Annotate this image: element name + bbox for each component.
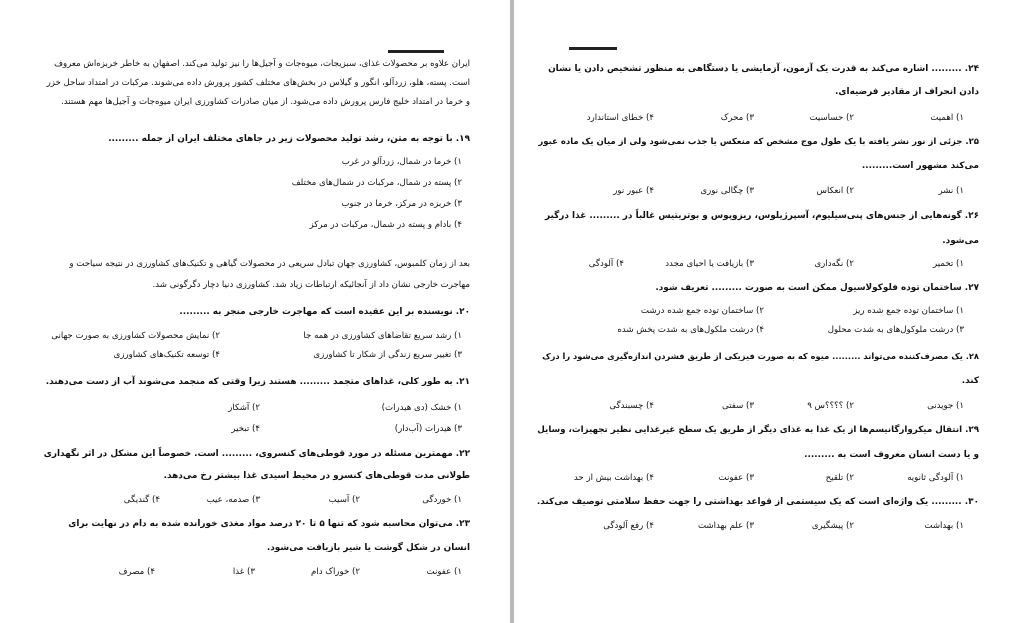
q25-option-3[interactable]: ۳) چگالی نوری: [700, 186, 754, 196]
q24-option-1[interactable]: ۱) اهمیت: [930, 113, 964, 123]
q26-option-3[interactable]: ۳) بازیافت یا احیای مجدد: [665, 259, 754, 269]
q20-option-1[interactable]: ۱) رشد سریع تقاضاهای کشاورزی در همه جا: [303, 331, 462, 341]
q23-option-4[interactable]: ۴) مصرف: [118, 567, 155, 577]
question-29-line-1: ۲۹. انتقال میکروارگانیسم‌ها از یک غذا به غذای دیگر از طریق یک سطح غیرغذایی نظیر تجهیزات، وسایل: [537, 425, 979, 435]
right-page: [514, 0, 1024, 623]
q22-option-2[interactable]: ۲) آسیب: [328, 495, 360, 505]
q26-option-2[interactable]: ۲) نگه‌داری: [814, 259, 854, 269]
q30-option-3[interactable]: ۳) علم بهداشت: [697, 521, 754, 531]
question-19: ۱۹. با توجه به متن، رشد تولید محصولات زیر در جاهای مختلف ایران از جمله .........: [108, 134, 470, 144]
q21-option-3[interactable]: ۳) هیدرات (آب‌دار): [394, 424, 462, 434]
passage2-line-2: مهاجرت خارجی نشان داد از آنجائیکه ارتباطات زیاد شد. کشاورزی دنیا دچار دگرگونی شد.: [152, 280, 470, 290]
q29-option-1[interactable]: ۱) آلودگی ثانویه: [907, 473, 964, 483]
q24-option-4[interactable]: ۴) خطای استاندارد: [586, 113, 654, 123]
question-24-line-1: ۲۴. ......... اشاره می‌کند به قدرت یک آزمون، آزمایشی یا دستگاهی به منظور تشخیص دادن یا نشان: [548, 64, 979, 74]
question-28-line-2: کند.: [961, 376, 979, 386]
q27-option-2[interactable]: ۲) ساختمان توده جمع شده درشت: [640, 306, 764, 316]
q19-option-4[interactable]: ۴) بادام و پسته در شمال، مرکبات در مرکز: [309, 220, 462, 230]
passage2-line-1: بعد از زمان کلمبوس، کشاورزی جهان تبادل سریعی در محصولات گیاهی و تکنیک‌های کشاورزی در نتیجه سیاحت و: [69, 259, 470, 269]
question-24-line-2: دادن انحراف از مقادیر فرضیه‌ای.: [835, 87, 979, 97]
q27-option-4[interactable]: ۴) درشت ملکول‌های به شدت پخش شده: [617, 325, 764, 335]
intro-line-1: ایران علاوه بر محصولات غذای، سبزیجات، میوه‌جات و آجیل‌ها را نیز تولید می‌کند. اصفهان به خاطر خربزه‌اش معروف: [54, 59, 470, 69]
q19-option-3[interactable]: ۳) خربزه در مرکز، خرما در جنوب: [341, 199, 462, 209]
question-29-line-2: و یا دست انسان معروف است به .........: [804, 450, 979, 460]
question-23-line-1: ۲۳. می‌توان محاسبه شود که تنها ۵ تا ۲۰ درصد مواد مغذی خورانده شده به دام در نهایت برای: [68, 519, 470, 529]
q23-option-1[interactable]: ۱) عفونت: [426, 567, 462, 577]
q20-option-3[interactable]: ۳) تغییر سریع زندگی از شکار تا کشاورزی: [313, 350, 462, 360]
q25-option-2[interactable]: ۲) انعکاس: [816, 186, 854, 196]
q24-option-2[interactable]: ۲) حساسیت: [809, 113, 854, 123]
q21-option-2[interactable]: ۲) آشکار: [228, 403, 260, 413]
q21-option-4[interactable]: ۴) تبخیر: [231, 424, 260, 434]
q23-option-3[interactable]: ۳) غذا: [232, 567, 255, 577]
q30-option-4[interactable]: ۴) رفع آلودگی: [603, 521, 654, 531]
page-header-mark: [388, 50, 444, 53]
q24-option-3[interactable]: ۳) محرک: [720, 113, 754, 123]
q30-option-2[interactable]: ۲) پیشگیری: [811, 521, 854, 531]
q20-option-2[interactable]: ۲) نمایش محصولات کشاورزی به صورت جهانی: [51, 331, 220, 341]
q29-option-2[interactable]: ۲) تلقیح: [825, 473, 854, 483]
q20-option-4[interactable]: ۴) توسعه تکنیک‌های کشاورزی: [113, 350, 220, 360]
q19-option-1[interactable]: ۱) خرما در شمال، زردآلو در غرب: [341, 157, 462, 167]
q28-option-2[interactable]: ۲) ؟؟؟؟س ۹: [807, 401, 854, 411]
q29-option-3[interactable]: ۳) عفونت: [718, 473, 754, 483]
q28-option-3[interactable]: ۳) سفتی: [721, 401, 754, 411]
question-20: ۲۰. نویسنده بر این عقیده است که مهاجرت خارجی منجر به .........: [179, 307, 470, 317]
question-28-line-1: ۲۸. یک مصرف‌کننده می‌تواند ......... میوه که به صورت فیزیکی از طریق فشردن اندازه‌گیری می‌شود را درک: [542, 351, 979, 361]
intro-line-3: و خرما در امتداد خلیج فارس پرورش داده می‌شود. از میان صادرات کشاورزی ایران میوه‌جات و آجیل‌ها مهم هستند.: [61, 97, 470, 107]
q25-option-1[interactable]: ۱) نشر: [938, 186, 964, 196]
question-22-line-2: طولانی مدت قوطی‌های کنسرو در محیط اسیدی غذا بیشتر رخ می‌دهد.: [163, 471, 470, 481]
question-23-line-2: انسان در شکل گوشت یا شیر بازیافت می‌شود.: [266, 543, 470, 553]
question-25-line-2: می‌کند مشهور است.........: [861, 161, 979, 171]
q22-option-3[interactable]: ۳) صدمه، عیب: [206, 495, 260, 505]
question-21: ۲۱. به طور کلی، غذاهای متجمد ......... هستند زیرا وقتی که منجمد می‌شوند آب از دست می‌دهند.: [45, 377, 470, 387]
intro-line-2: است. پسته، هلو، زردآلو، انگور و گیلاس در بخش‌های مختلف کشور پرورش داده می‌شوند. مرکبات در امتداد ساحل خزر: [46, 78, 470, 88]
question-26-line-2: می‌شود.: [942, 236, 979, 246]
q23-option-2[interactable]: ۲) خوراک دام: [311, 567, 360, 577]
q29-option-4[interactable]: ۴) بهداشت بیش از حد: [573, 473, 654, 483]
question-30: ۳۰. ......... یک واژه‌ای است که یک سیستمی از قواعد بهداشتی را جهت حفظ سلامتی توصیف می‌کند.: [536, 497, 979, 507]
left-page: [0, 0, 510, 623]
q21-option-1[interactable]: ۱) خشک (دی هیدرات): [381, 403, 462, 413]
q28-option-4[interactable]: ۴) چسبندگی: [609, 401, 654, 411]
page-header-mark: [569, 47, 617, 50]
q22-option-1[interactable]: ۱) خوردگی: [422, 495, 462, 505]
q26-option-1[interactable]: ۱) تخمیر: [933, 259, 964, 269]
q27-option-1[interactable]: ۱) ساختمان توده جمع شده ریز: [853, 306, 964, 316]
q28-option-1[interactable]: ۱) جویدنی: [927, 401, 964, 411]
q26-option-4[interactable]: ۴) آلودگی: [588, 259, 624, 269]
q19-option-2[interactable]: ۲) پسته در شمال، مرکبات در شمال‌های مختلف: [291, 178, 462, 188]
q22-option-4[interactable]: ۴) گندیگی: [123, 495, 160, 505]
question-26-line-1: ۲۶. گونه‌هایی از جنس‌های پنی‌سیلیوم، آسپرژیلوس، ریزوپوس و بوتریتیس غالباً در ......... غذا درگیر: [545, 211, 979, 221]
q27-option-3[interactable]: ۳) درشت ملوکول‌های به شدت محلول: [827, 325, 964, 335]
question-22-line-1: ۲۲. مهمترین مسئله در مورد قوطی‌های کنسروی، ......... است. خصوصاً این مشکل در اثر نگهداری: [43, 449, 470, 459]
question-25-line-1: ۲۵. جزئی از نور نشر یافته با یک طول موج مشخص که منعکس یا جذب نمی‌شود ولی از میان یک ماده عبور: [538, 137, 979, 147]
question-27: ۲۷. ساختمان توده فلوکولاسیول ممکن است به صورت ......... تعریف شود.: [655, 283, 979, 293]
q30-option-1[interactable]: ۱) بهداشت: [924, 521, 964, 531]
q25-option-4[interactable]: ۴) عبور نور: [613, 186, 654, 196]
